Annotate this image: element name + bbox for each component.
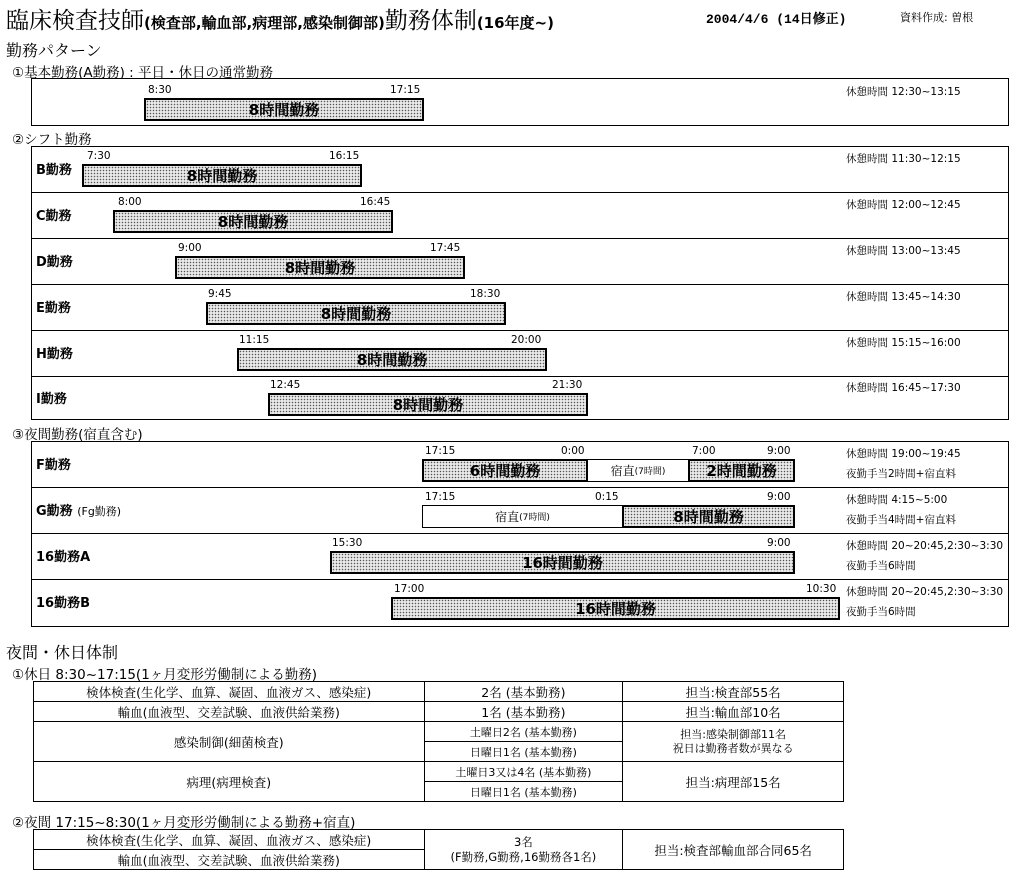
table-row bbox=[34, 722, 844, 742]
staff-cell: 土曜日3又は4名 (基本勤務) bbox=[424, 762, 623, 782]
end-time: 17:15 bbox=[390, 84, 421, 96]
dept-cell: 輸血(血液型、交差試験、血液供給業務) bbox=[34, 702, 425, 722]
table-row bbox=[34, 830, 844, 850]
duty-bar-label: 8時間勤務 bbox=[356, 351, 428, 369]
charge-cell: 担当:検査部55名 bbox=[623, 682, 844, 702]
shift-name-sub: (Fg勤務) bbox=[77, 505, 122, 518]
duty-bar bbox=[622, 505, 795, 528]
shift-section: ②シフト勤務 bbox=[12, 132, 92, 148]
shift-name: E勤務 bbox=[36, 301, 71, 316]
duty-bar-label: 2時間勤務 bbox=[706, 462, 777, 480]
duty-bar-label: 8時間勤務 bbox=[392, 396, 464, 414]
staff-cell bbox=[424, 830, 623, 870]
shift-name: B勤務 bbox=[36, 163, 72, 178]
title-main: 臨床検査技師 bbox=[6, 8, 144, 34]
table-row bbox=[34, 702, 844, 722]
shift-row-a bbox=[31, 78, 1009, 126]
duty-bar bbox=[82, 164, 362, 187]
shift-name: D勤務 bbox=[36, 255, 73, 270]
break-time: 休憩時間 15:15~16:00 bbox=[846, 337, 961, 349]
shift-row-g bbox=[31, 487, 1009, 534]
table-row bbox=[34, 682, 844, 702]
shift-name: 16勤務A bbox=[36, 550, 91, 565]
shift-row-h bbox=[31, 330, 1009, 377]
break-time: 休憩時間 20~20:45,2:30~3:30 bbox=[846, 540, 1004, 552]
start-time: 7:30 bbox=[87, 150, 111, 162]
night-allowance: 夜勤手当2時間+宿直料 bbox=[846, 468, 956, 480]
charge-cell: 担当:輸血部10名 bbox=[623, 702, 844, 722]
dept-cell: 検体検査(生化学、血算、凝固、血液ガス、感染症) bbox=[34, 830, 425, 850]
shift-name: F勤務 bbox=[36, 458, 71, 473]
time-mid: 0:15 bbox=[595, 491, 619, 503]
break-time: 休憩時間 11:30~12:15 bbox=[846, 153, 961, 165]
break-time: 休憩時間 16:45~17:30 bbox=[846, 382, 961, 394]
duty-bar bbox=[268, 393, 588, 416]
break-time: 休憩時間 13:45~14:30 bbox=[846, 291, 961, 303]
duty-bar bbox=[175, 256, 465, 279]
night-stay-bar bbox=[587, 459, 689, 482]
stay-label: 宿直 bbox=[610, 464, 635, 478]
charge-cell: 担当:病理部15名 bbox=[623, 762, 844, 802]
night-section: ②夜間 17:15~8:30(1ヶ月変形労働制による勤務+宿直) bbox=[12, 815, 356, 831]
end-time: 20:00 bbox=[511, 334, 542, 346]
duty-bar bbox=[206, 302, 506, 325]
time-end: 9:00 bbox=[767, 445, 791, 457]
title-tail: 勤務体制 bbox=[384, 8, 477, 34]
night-allowance: 夜勤手当6時間 bbox=[846, 606, 916, 618]
staff-cell: 日曜日1名 (基本勤務) bbox=[424, 742, 623, 762]
shift-row-f bbox=[31, 441, 1009, 488]
dept-cell: 感染制御(細菌検査) bbox=[34, 722, 425, 762]
duty-bar-label: 8時間勤務 bbox=[284, 259, 356, 277]
time-end: 9:00 bbox=[767, 491, 791, 503]
shift-row-e bbox=[31, 284, 1009, 331]
time-midnight: 0:00 bbox=[561, 445, 585, 457]
duty-bar bbox=[391, 597, 840, 620]
table-row bbox=[34, 762, 844, 782]
duty-bar-label: 8時間勤務 bbox=[248, 101, 320, 119]
end-time: 17:45 bbox=[430, 242, 461, 254]
staff-cell: 2名 (基本勤務) bbox=[424, 682, 623, 702]
duty-bar-2 bbox=[688, 459, 795, 482]
night-allowance: 夜勤手当6時間 bbox=[846, 560, 916, 572]
start-time: 12:45 bbox=[270, 379, 301, 391]
dept-cell: 病理(病理検査) bbox=[34, 762, 425, 802]
stay-hours: (7時間) bbox=[634, 467, 666, 477]
end-time: 9:00 bbox=[767, 537, 791, 549]
time-start: 17:15 bbox=[425, 445, 456, 457]
duty-bar-label: 8時間勤務 bbox=[217, 213, 289, 231]
duty-bar bbox=[330, 551, 795, 574]
charge-line: 担当:感染制御部11名 bbox=[680, 727, 786, 741]
end-time: 16:45 bbox=[360, 196, 391, 208]
stay-hours: (7時間) bbox=[519, 513, 550, 523]
time-7: 7:00 bbox=[692, 445, 716, 457]
revision-date: 2004/4/6 (14日修正) bbox=[706, 12, 847, 27]
break-time: 休憩時間 13:00~13:45 bbox=[846, 245, 961, 257]
shift-name: C勤務 bbox=[36, 209, 72, 224]
duty-bar-label: 6時間勤務 bbox=[469, 462, 541, 480]
shift-name: 16勤務B bbox=[36, 596, 90, 611]
dept-cell: 検体検査(生化学、血算、凝固、血液ガス、感染症) bbox=[34, 682, 425, 702]
title-year: (16年度~) bbox=[476, 14, 554, 32]
end-time: 16:15 bbox=[329, 150, 360, 162]
stay-label: 宿直 bbox=[495, 510, 520, 524]
duty-bar-label: 8時間勤務 bbox=[186, 167, 258, 185]
night-holiday-heading: 夜間・休日体制 bbox=[6, 643, 119, 662]
holiday-section: ①休日 8:30~17:15(1ヶ月変形労働制による勤務) bbox=[12, 667, 318, 683]
night-table bbox=[33, 829, 844, 870]
break-time: 休憩時間 19:00~19:45 bbox=[846, 448, 961, 460]
duty-bar-label: 8時間勤務 bbox=[673, 508, 744, 526]
duty-bar bbox=[113, 210, 393, 233]
staff-detail: (F勤務,G勤務,16勤務各1名) bbox=[450, 849, 597, 864]
break-time: 休憩時間 4:15~5:00 bbox=[846, 494, 948, 506]
start-time: 8:00 bbox=[118, 196, 142, 208]
end-time: 18:30 bbox=[470, 288, 501, 300]
duty-bar bbox=[144, 98, 424, 121]
shift-row-b bbox=[31, 146, 1009, 193]
shift-row-d bbox=[31, 238, 1009, 285]
charge-cell: 担当:検査部輸血部合同65名 bbox=[623, 830, 844, 870]
end-time: 10:30 bbox=[806, 583, 837, 595]
start-time: 9:00 bbox=[178, 242, 202, 254]
staff-cell: 土曜日2名 (基本勤務) bbox=[424, 722, 623, 742]
duty-bar bbox=[237, 348, 547, 371]
shift-row-i bbox=[31, 376, 1009, 420]
shift-name-text: G勤務 bbox=[36, 504, 73, 519]
page-title bbox=[6, 2, 554, 35]
duty-bar-1 bbox=[422, 459, 588, 482]
start-time: 11:15 bbox=[239, 334, 270, 346]
night-allowance: 夜勤手当4時間+宿直料 bbox=[846, 514, 956, 526]
shift-row-c bbox=[31, 192, 1009, 239]
basic-shift-section: ①基本勤務(A勤務) : 平日・休日の通常勤務 bbox=[12, 65, 274, 81]
staff-cell: 1名 (基本勤務) bbox=[424, 702, 623, 722]
night-shift-section: ③夜間勤務(宿直含む) bbox=[12, 427, 143, 443]
end-time: 21:30 bbox=[552, 379, 583, 391]
shift-row-16a bbox=[31, 533, 1009, 580]
shift-name: H勤務 bbox=[36, 347, 73, 362]
night-stay-bar bbox=[422, 505, 623, 528]
charge-note: 祝日は勤務者数が異なる bbox=[672, 741, 794, 755]
break-time: 休憩時間 20~20:45,2:30~3:30 bbox=[846, 586, 1004, 598]
break-time: 休憩時間 12:00~12:45 bbox=[846, 199, 961, 211]
shift-name bbox=[36, 500, 121, 519]
start-time: 9:45 bbox=[208, 288, 232, 300]
start-time: 15:30 bbox=[332, 537, 363, 549]
start-time: 8:30 bbox=[148, 84, 172, 96]
duty-bar-label: 16時間勤務 bbox=[522, 554, 603, 572]
break-time: 休憩時間 12:30~13:15 bbox=[846, 86, 961, 98]
title-departments: (検査部,輸血部,病理部,感染制御部) bbox=[144, 14, 385, 32]
author-note: 資料作成: 曽根 bbox=[900, 11, 974, 24]
duty-bar-label: 16時間勤務 bbox=[575, 600, 656, 618]
duty-bar-label: 8時間勤務 bbox=[320, 305, 392, 323]
staff-count: 3名 bbox=[513, 834, 533, 849]
patterns-heading: 勤務パターン bbox=[6, 41, 102, 60]
time-start: 17:15 bbox=[425, 491, 456, 503]
holiday-table bbox=[33, 681, 844, 802]
shift-name: I勤務 bbox=[36, 392, 67, 407]
start-time: 17:00 bbox=[394, 583, 425, 595]
charge-cell bbox=[623, 722, 844, 762]
staff-cell: 日曜日1名 (基本勤務) bbox=[424, 782, 623, 802]
shift-row-16b bbox=[31, 579, 1009, 627]
dept-cell: 輸血(血液型、交差試験、血液供給業務) bbox=[34, 850, 425, 870]
